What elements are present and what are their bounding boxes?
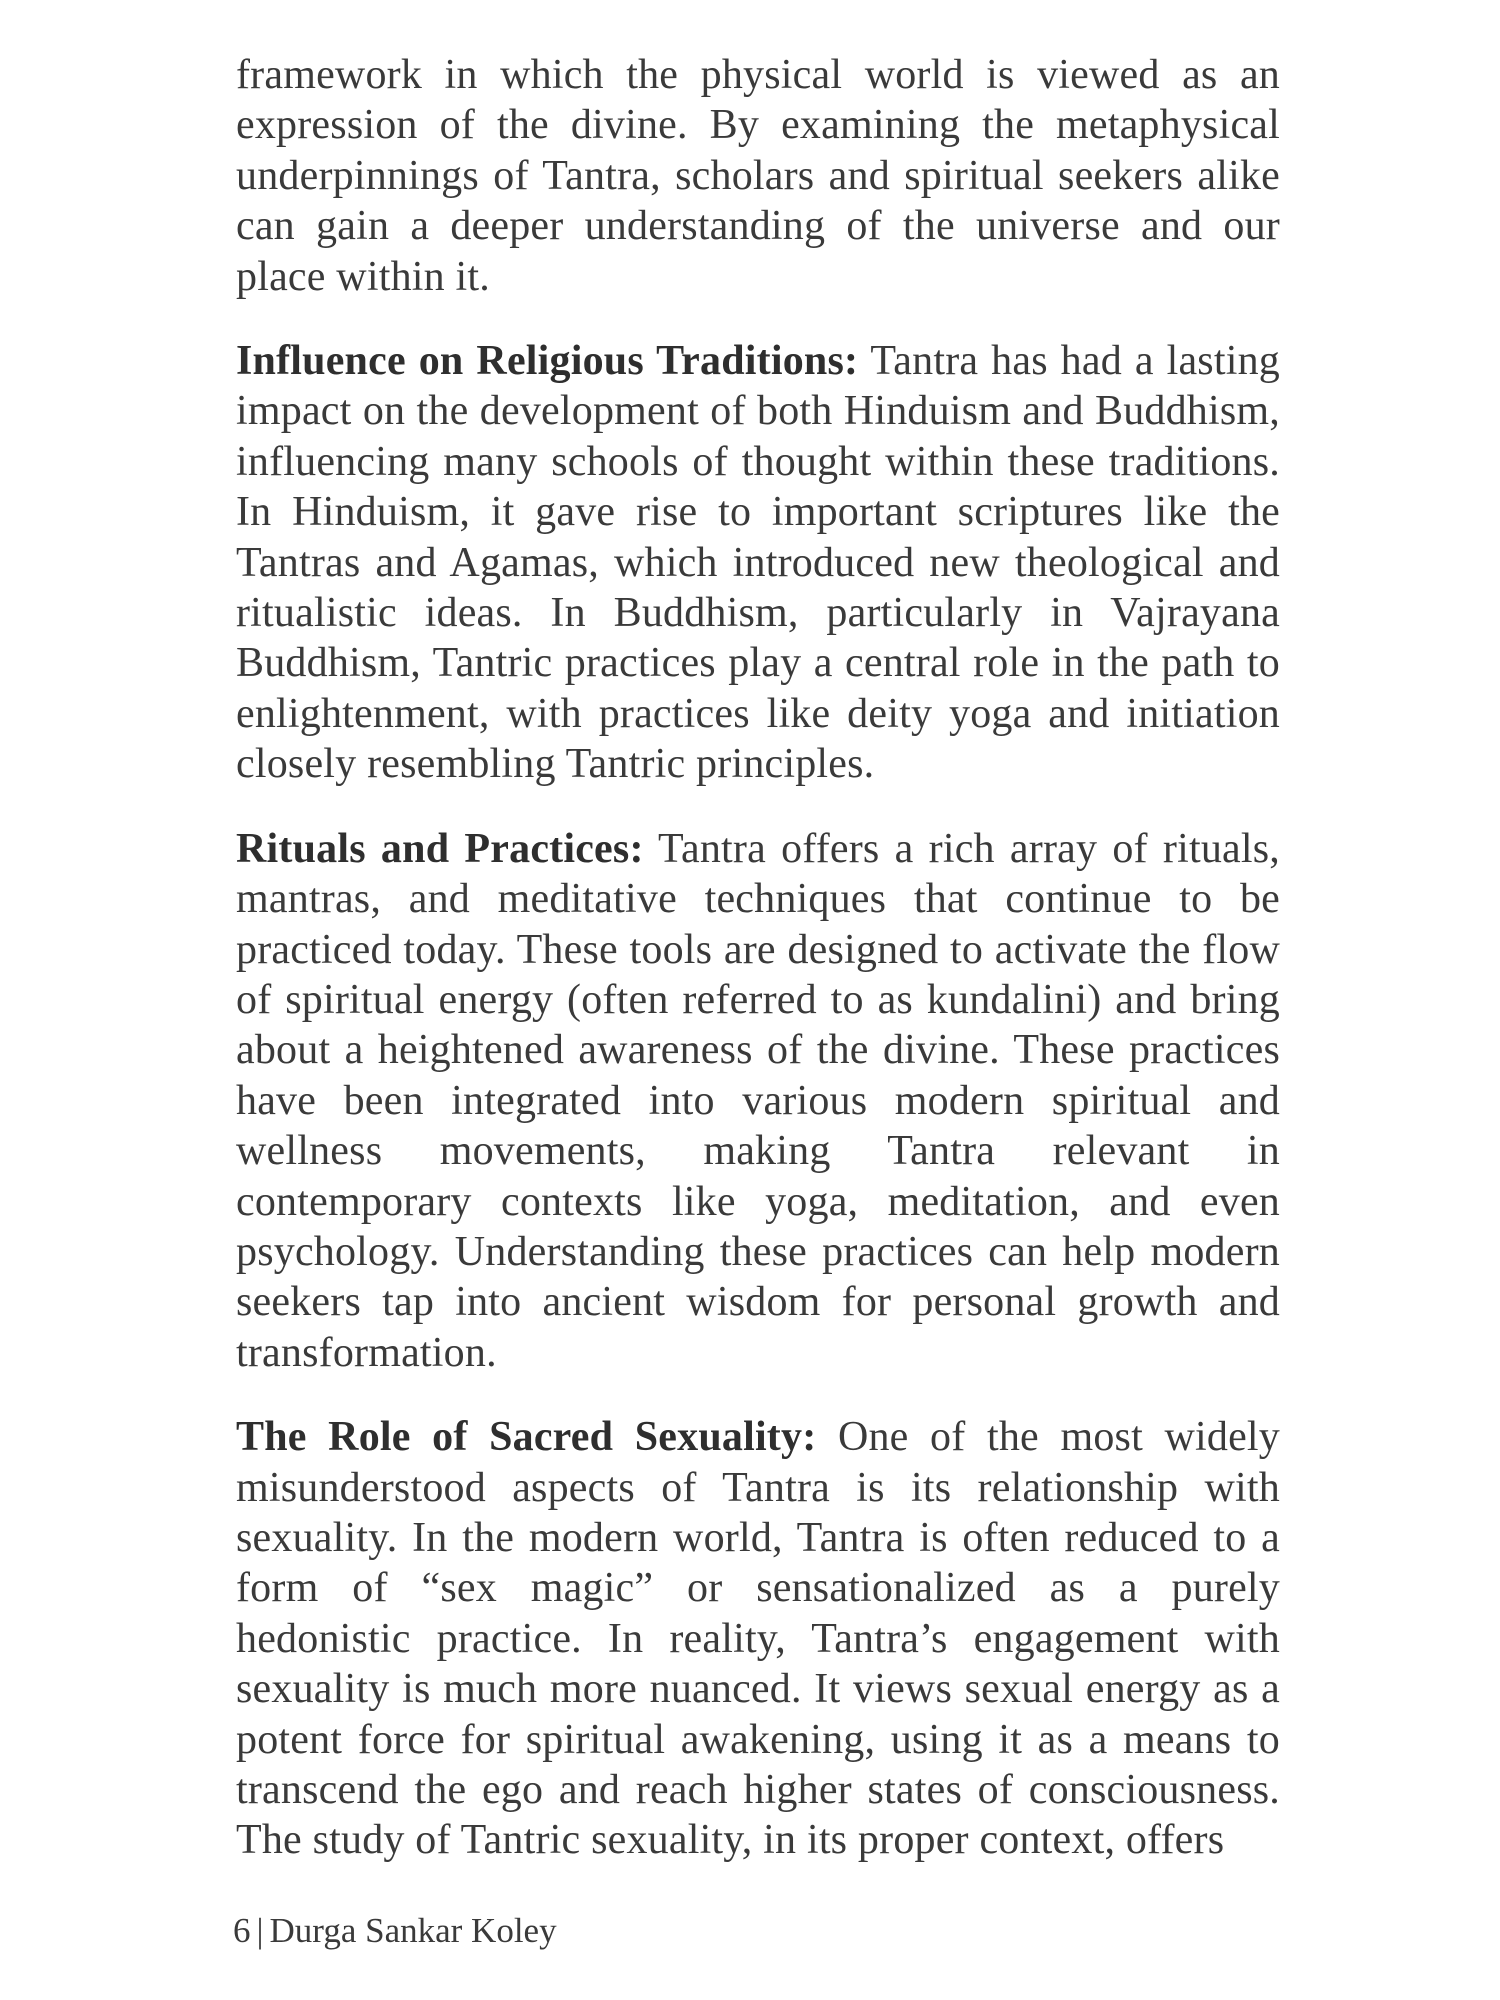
paragraph-heading: Rituals and Practices: [236,825,644,872]
paragraph-text: framework in which the physical world is viewed as an expression of the divine. By examining the metaphysical underpinnings of Tantra, scholars and spiritual seekers alike can gain a deeper understanding of the universe and our place within it. [236,52,1280,300]
footer-separator: | [256,1911,264,1950]
author-name: Durga Sankar Koley [269,1911,557,1950]
paragraph-heading: Influence on Religious Traditions: [236,338,859,385]
paragraph-rituals [236,824,1280,1378]
paragraph-heading: The Role of Sacred Sexuality: [236,1414,817,1461]
paragraph-metaphysics [236,50,1280,302]
page-number: 6 [233,1911,251,1950]
paragraph-text: Tantra offers a rich array of rituals, mantras, and meditative techniques that continue to be practiced today. These tools are designed to activate the flow of spiritual energy (often referred to as kundalini) and bring about a heightened awareness of the divine. These practices have been integrated into various modern spiritual and wellness movements, making Tantra relevant in contemporary contexts like yoga, meditation, and even psychology. Understanding these practices can help modern seekers tap into ancient wisdom for personal growth and transformation. [236,825,1280,1376]
body-text [236,50,1280,1900]
paragraph-sacred-sexuality [236,1412,1280,1866]
paragraph-text: Tantra has had a lasting impact on the development of both Hinduism and Buddhism, influencing many schools of thought within these traditions. In Hinduism, it gave rise to important scriptures like the Tantras and Agamas, which introduced new theological and ritualistic ideas. In Buddhism, particularly in Vajrayana Buddhism, Tantric practices play a central role in the path to enlightenment, with practices like deity yoga and initiation closely resembling Tantric principles. [236,338,1280,788]
paragraph-text: One of the most widely misunderstood aspects of Tantra is its relationship with sexuality. In the modern world, Tantra is often reduced to a form of “sex magic” or sensationalized as a purely hedonistic practice. In reality, Tantra’s engagement with sexuality is much more nuanced. It views sexual energy as a potent force for spiritual awakening, using it as a means to transcend the ego and reach higher states of consciousness. The study of Tantric sexuality, in its proper context, offers [236,1414,1280,1864]
page-footer [233,1911,557,1951]
paragraph-influence [236,336,1280,790]
